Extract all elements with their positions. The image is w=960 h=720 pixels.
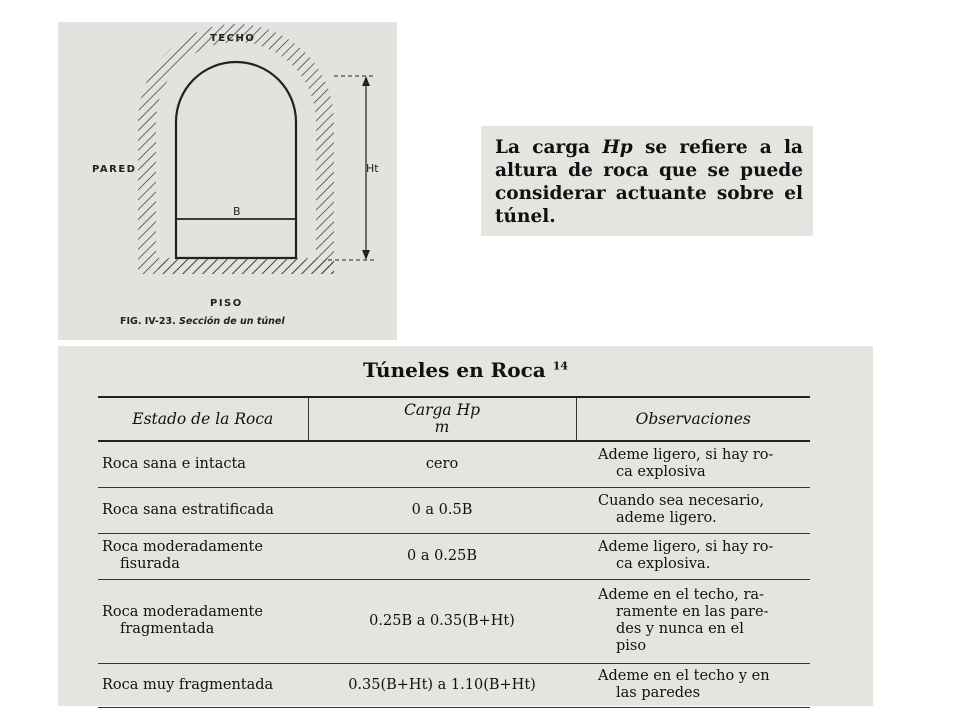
load-cell: 0.35(B+Ht) a 1.10(B+Ht): [308, 663, 576, 707]
header-observations: Observaciones: [576, 397, 810, 441]
description-panel: [481, 126, 813, 236]
table-row: [98, 487, 810, 533]
tunnel-section-figure: [58, 22, 397, 340]
table-row: [98, 441, 810, 487]
figure-caption-text: Sección de un túnel: [179, 316, 285, 327]
rock-state-cell: [98, 533, 308, 579]
observation-line: Ademe en el techo y en: [598, 668, 770, 684]
floor-label: PISO: [210, 298, 243, 309]
table-title-text: Túneles en Roca: [362, 358, 546, 382]
observation-line: des y nunca en el: [616, 621, 744, 637]
observation-line: Ademe en el techo, ra-: [598, 587, 764, 603]
rock-state-cell: [98, 441, 308, 487]
rock-state-cell: [98, 579, 308, 663]
header-load: [308, 397, 576, 441]
rock-load-table: [98, 396, 810, 708]
rock-state-cell: [98, 663, 308, 707]
rock-state-line: fragmentada: [120, 621, 215, 637]
table-row: [98, 579, 810, 663]
table-title-reference: 14: [552, 359, 568, 373]
table-row: [98, 663, 810, 707]
description-lead: La carga: [495, 137, 603, 158]
observation-line: ramente en las pare-: [616, 604, 769, 620]
header-load-unit: m: [434, 418, 450, 436]
rock-state-line: Roca sana e intacta: [102, 455, 246, 472]
figure-caption: [120, 316, 285, 327]
width-label: B: [233, 205, 241, 218]
observation-line: piso: [616, 638, 647, 654]
observations-cell: [576, 663, 810, 707]
tunnel-section-drawing: [58, 22, 397, 340]
rock-state-line: Roca moderadamente: [102, 604, 263, 620]
load-cell: 0 a 0.5B: [308, 487, 576, 533]
description-term: Hp: [602, 137, 633, 158]
wall-label: PARED: [92, 164, 137, 175]
observation-line: ca explosiva: [616, 464, 706, 481]
figure-caption-number: FIG. IV-23.: [120, 316, 176, 327]
header-load-title: Carga Hp: [403, 401, 481, 419]
table-title: [58, 358, 873, 382]
load-cell: 0.25B a 0.35(B+Ht): [308, 579, 576, 663]
observations-cell: [576, 533, 810, 579]
rock-tunnels-table-panel: [58, 346, 873, 706]
load-cell: 0 a 0.25B: [308, 533, 576, 579]
rock-state-line: Roca muy fragmentada: [102, 676, 274, 693]
description-text: [495, 136, 803, 228]
description-rest: se refiere a la altura de roca que se puede considerar actuante sobre el túnel.: [495, 137, 803, 227]
roof-label: TECHO: [210, 33, 256, 44]
rock-state-line: fisurada: [120, 556, 180, 572]
rock-state-line: Roca sana estratificada: [102, 501, 274, 518]
rock-state-line: Roca moderadamente: [102, 539, 263, 555]
observation-line: las paredes: [616, 685, 701, 701]
rock-state-cell: [98, 487, 308, 533]
observation-line: ademe ligero.: [616, 510, 717, 526]
observation-line: Ademe ligero, si hay ro-: [598, 447, 774, 464]
observation-line: ca explosiva.: [616, 556, 711, 572]
height-label: Ht: [366, 162, 379, 175]
observations-cell: [576, 579, 810, 663]
header-rock-state: Estado de la Roca: [98, 397, 308, 441]
observations-cell: [576, 487, 810, 533]
table-header-row: [98, 397, 810, 441]
table-row: [98, 533, 810, 579]
load-cell: cero: [308, 441, 576, 487]
observation-line: Ademe ligero, si hay ro-: [598, 539, 774, 555]
observations-cell: [576, 441, 810, 487]
observation-line: Cuando sea necesario,: [598, 493, 764, 509]
